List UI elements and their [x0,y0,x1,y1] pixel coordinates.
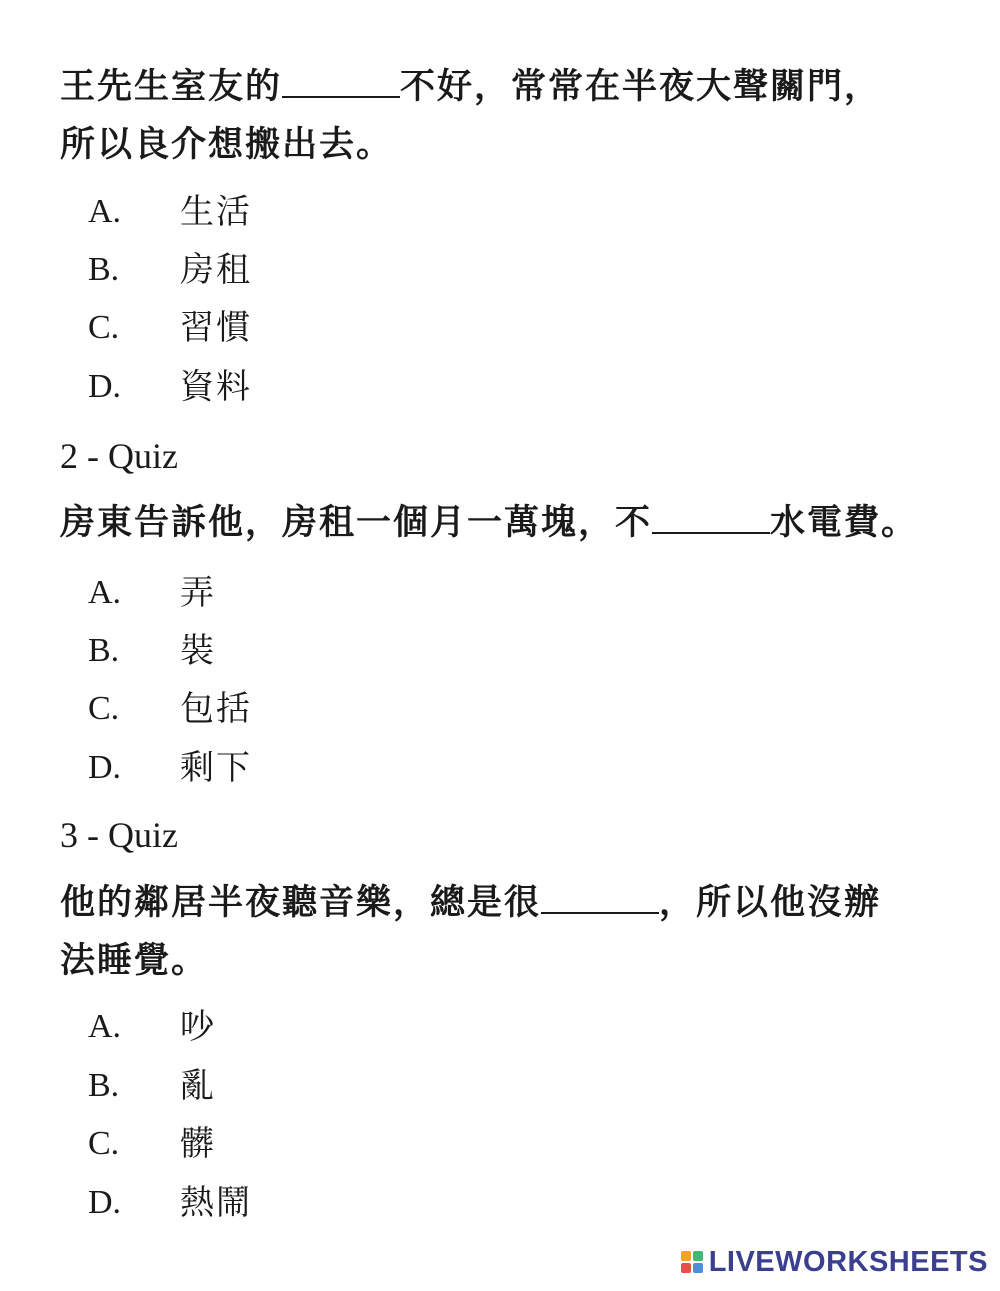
option-text: 生活 [180,192,252,232]
option-text: 裝 [180,631,216,671]
option-letter: A. [88,193,122,230]
question-3-line-2: 法睡覺。 [60,940,209,981]
liveworksheets-logo-icon [681,1251,703,1273]
question-3-line-1 [60,874,990,932]
answer-blank[interactable] [652,502,770,534]
option-letter: C. [88,690,120,727]
question-text: 不好，常常在半夜大聲關門， [400,66,882,107]
option-letter: B. [88,251,120,288]
option-text: 剩下 [180,748,252,788]
option-letter: B. [88,632,120,669]
option-text: 弄 [180,573,216,613]
question-text: ，所以他沒辦 [659,882,882,923]
option-letter: A. [88,1008,122,1045]
option-letter: D. [88,368,122,405]
option-letter: A. [88,574,122,611]
answer-blank[interactable] [282,66,400,98]
question-text: 他的鄰居半夜聽音樂，總是很 [60,882,542,923]
option-letter: D. [88,749,122,786]
option-text: 熱鬧 [180,1183,252,1223]
option-letter: D. [88,1184,122,1221]
question-text: 水電費。 [770,502,919,543]
question-text: 王先生室友的 [60,66,283,107]
question-1-line-2: 所以良介想搬出去。 [60,124,394,165]
question-text: 房東告訴他，房租一個月一萬塊，不 [60,502,653,543]
question-1-line-1 [60,58,990,116]
question-2-label: 2 - Quiz [60,436,178,476]
option-letter: C. [88,309,120,346]
question-2-line-1 [60,494,990,552]
liveworksheets-brand [681,1245,988,1279]
option-letter: C. [88,1125,120,1162]
option-text: 吵 [180,1007,216,1047]
brand-name: LIVEWORKSHEETS [708,1245,988,1278]
option-letter: B. [88,1067,120,1104]
answer-blank[interactable] [541,882,659,914]
question-3-label: 3 - Quiz [60,815,178,855]
option-text: 房租 [180,250,252,290]
option-text: 包括 [180,689,252,729]
option-text: 習慣 [180,308,252,348]
option-text: 髒 [180,1124,216,1164]
option-text: 亂 [180,1066,216,1106]
option-text: 資料 [180,367,252,407]
